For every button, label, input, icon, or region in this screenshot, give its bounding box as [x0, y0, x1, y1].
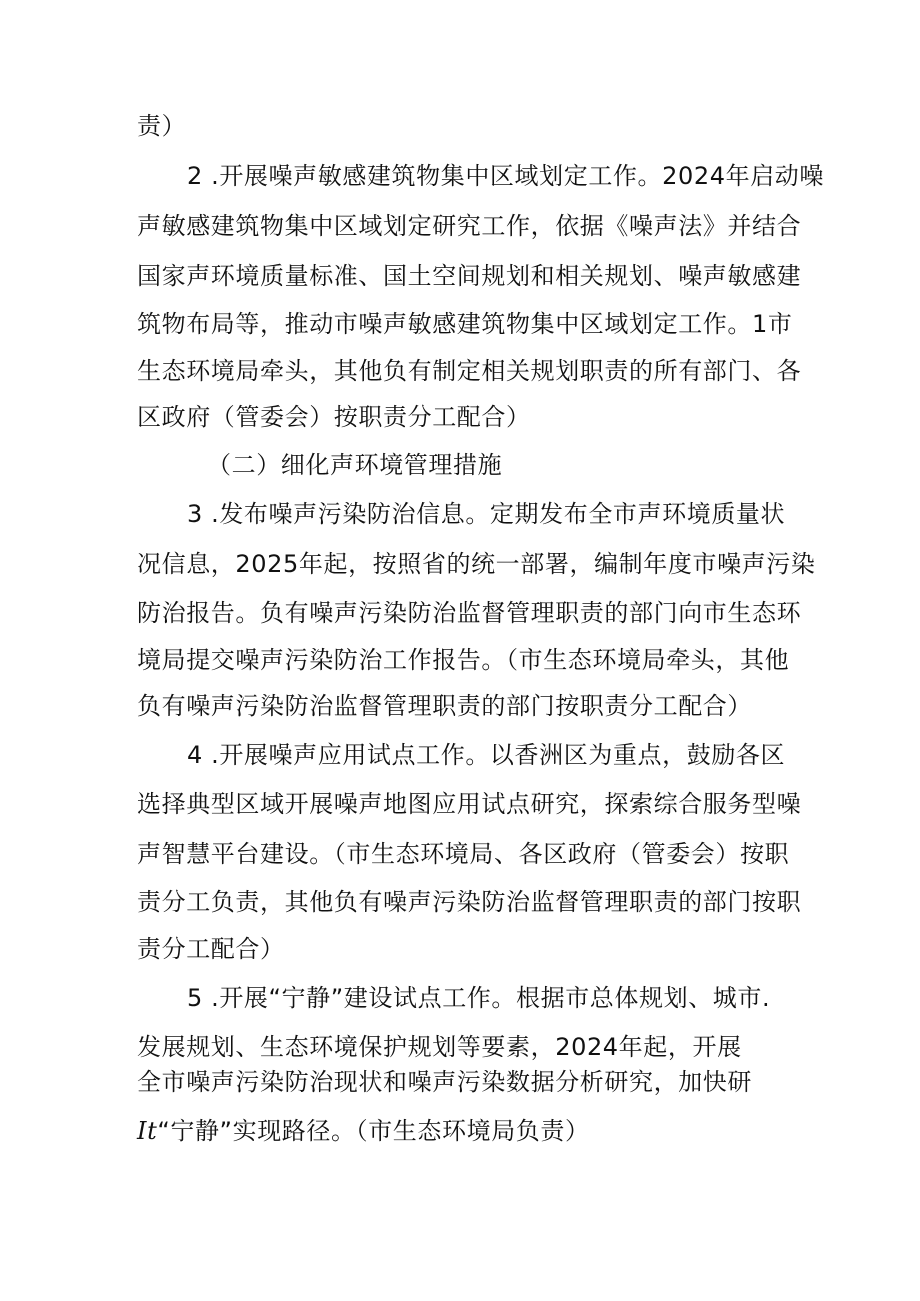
text-line: 责分工配合）	[137, 935, 285, 963]
paragraph-2-first-line: 2 .开展噪声敏感建筑物集中区域划定工作。2024年启动噪	[187, 162, 825, 190]
text-line: 负有噪声污染防治监督管理职责的部门按职责分工配合）	[137, 692, 752, 720]
text-line: 声智慧平台建设。（市生态环境局、各区政府（管委会）按职	[137, 840, 790, 868]
text-line: 生态环境局牵头，其他负有制定相关规划职责的所有部门、各	[137, 357, 802, 385]
text-line: 全市噪声污染防治现状和噪声污染数据分析研究，加快研	[137, 1068, 752, 1096]
text-line: 选择典型区域开展噪声地图应用试点研究，探索综合服务型噪	[137, 790, 802, 818]
text-line: 国家声环境质量标准、国土空间规划和相关规划、噪声敏感建	[137, 262, 802, 290]
paragraph-3-first-line: 3 .发布噪声污染防治信息。定期发布全市声环境质量状	[187, 500, 786, 528]
last-text-line	[137, 1116, 590, 1146]
paragraph-5-first-line: 5 .开展“宁静”建设试点工作。根据市总体规划、城市.	[187, 984, 771, 1012]
text-line: 筑物布局等，推动市噪声敏感建筑物集中区域划定工作。1市	[137, 310, 793, 338]
section-heading: （二）细化声环境管理措施	[207, 451, 503, 479]
text-line: 声敏感建筑物集中区域划定研究工作，依据《噪声法》并结合	[137, 212, 802, 240]
text-line: 发展规划、生态环境保护规划等要素，2024年起，开展	[137, 1033, 742, 1061]
text-line: 责分工负责，其他负有噪声污染防治监督管理职责的部门按职	[137, 888, 802, 916]
paragraph-4-first-line: 4 .开展噪声应用试点工作。以香洲区为重点，鼓励各区	[187, 741, 786, 769]
text-line: 责）	[137, 112, 187, 140]
last-line-text: “宁静”实现路径。（市生态环境局负责）	[157, 1117, 590, 1145]
text-line: 区政府（管委会）按职责分工配合）	[137, 403, 531, 431]
text-line: 防治报告。负有噪声污染防治监督管理职责的部门向市生态环	[137, 599, 802, 627]
text-line: 境局提交噪声污染防治工作报告。（市生态环境局牵头，其他	[137, 646, 790, 674]
text-line: 况信息，2025年起，按照省的统一部署，编制年度市噪声污染	[137, 550, 816, 578]
italic-prefix: It	[137, 1117, 158, 1145]
